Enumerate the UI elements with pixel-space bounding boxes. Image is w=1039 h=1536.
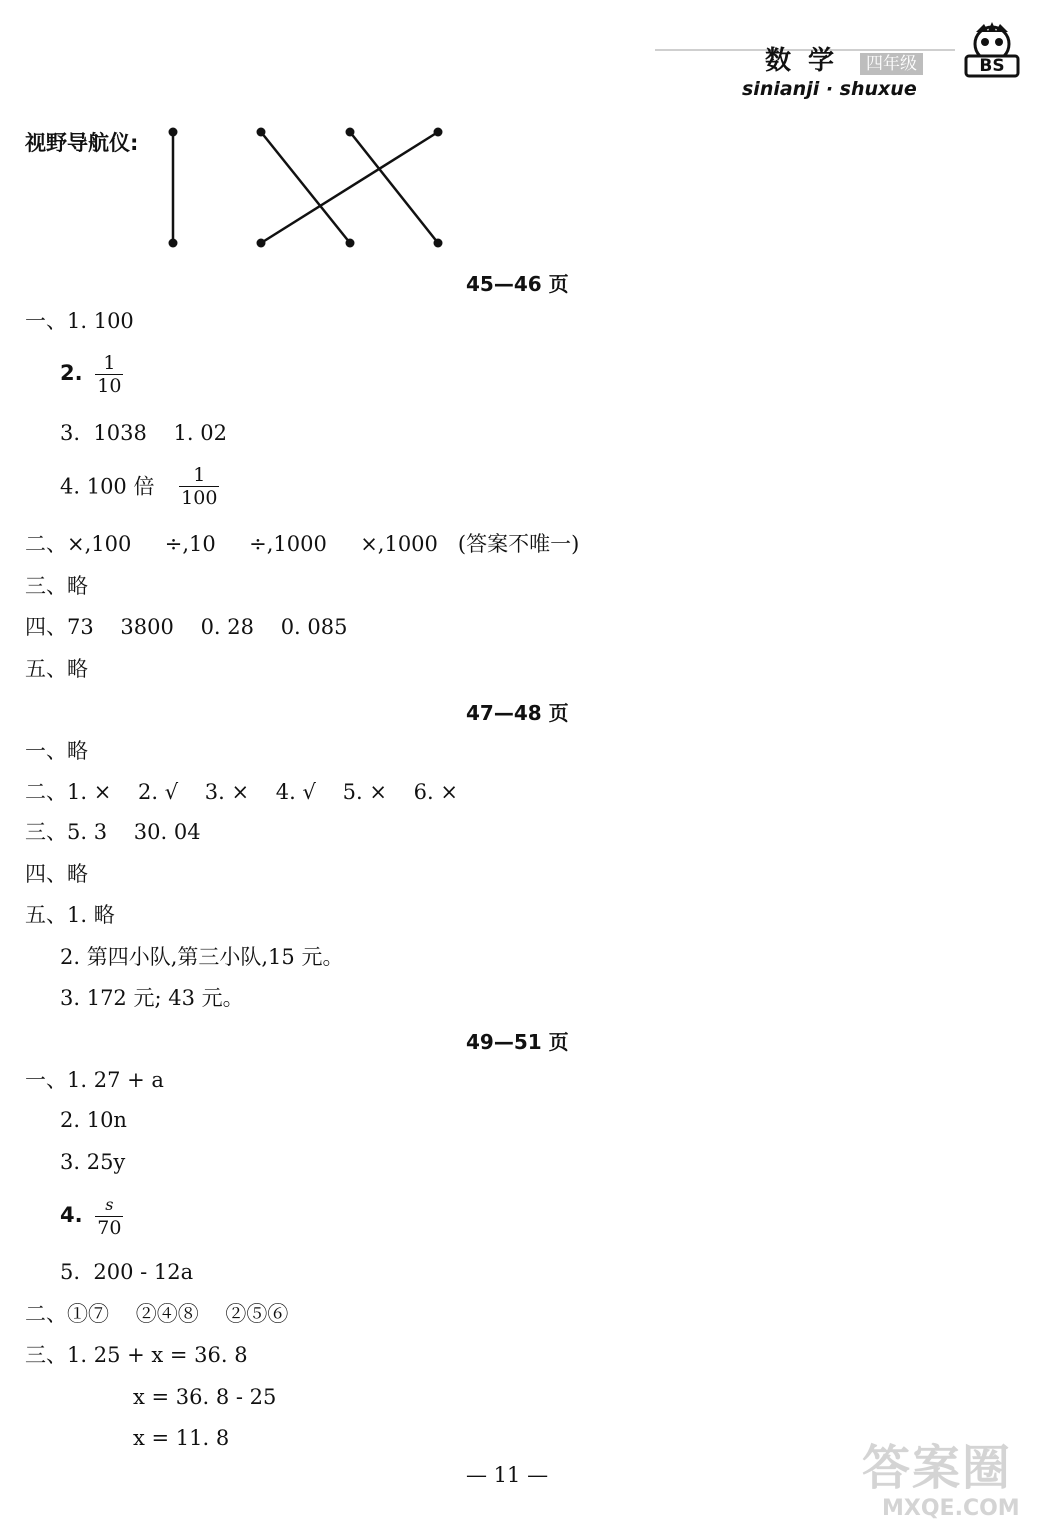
- s3-q2: 二、①⑦ ②④⑧ ②⑤⑥: [25, 1302, 289, 1326]
- section-title-47-48: 47—48 页: [466, 701, 569, 725]
- s1-q1-4: [60, 464, 219, 509]
- s3-q1-5: 5. 200 - 12a: [60, 1260, 194, 1284]
- bs-logo-text: BS: [979, 56, 1005, 76]
- s3-q1-4: [60, 1194, 123, 1239]
- s1-q4: 四、73 3800 0. 28 0. 085: [25, 615, 348, 639]
- header-grade: 四年级: [860, 53, 923, 75]
- s1-q1-2-label: 2.: [60, 361, 83, 385]
- fraction-1-10: $\frac{1}{10}$: [97, 352, 122, 397]
- s2-q2: 二、1. × 2. √ 3. × 4. √ 5. × 6. ×: [25, 780, 458, 804]
- s3-q1-2: 2. 10n: [60, 1108, 127, 1132]
- s3-q3-3: x = 11. 8: [133, 1426, 230, 1450]
- fraction-s-70: $\frac{s}{70}$: [97, 1195, 122, 1239]
- s2-q3: 三、5. 3 30. 04: [25, 820, 201, 844]
- section-title-45-46: 45—46 页: [466, 272, 569, 296]
- s3-q1-4-label: 4.: [60, 1203, 83, 1227]
- s2-q5-3: 3. 172 元; 43 元。: [60, 986, 244, 1010]
- s2-q5-2: 2. 第四小队,第三小队,15 元。: [60, 945, 344, 969]
- matching-diagram: [0, 0, 1039, 260]
- s1-q3: 三、略: [25, 574, 88, 598]
- s2-q1: 一、略: [25, 739, 88, 763]
- s2-q5-1: 五、1. 略: [25, 903, 115, 927]
- watermark-line1: 答案圈: [862, 1440, 1013, 1496]
- s1-q1-1: 一、1. 100: [25, 309, 134, 333]
- s1-q5: 五、略: [25, 657, 88, 681]
- page-number: — 11 —: [466, 1463, 549, 1487]
- section-title-49-51: 49—51 页: [466, 1030, 569, 1054]
- s1-q1-3: 3. 1038 1. 02: [60, 421, 227, 445]
- fraction-1-100: $\frac{1}{100}$: [181, 464, 218, 509]
- watermark: [862, 1440, 1037, 1532]
- s3-q1-1: 一、1. 27 + a: [25, 1068, 164, 1092]
- intro-label: 视野导航仪:: [25, 131, 139, 155]
- s2-q4: 四、略: [25, 862, 88, 886]
- s3-q1-3: 3. 25y: [60, 1150, 126, 1174]
- watermark-line2: MXQE.COM: [882, 1496, 1020, 1521]
- s1-q1-2: [60, 352, 123, 397]
- s3-q3-1: 三、1. 25 + x = 36. 8: [25, 1343, 248, 1367]
- s3-q3-2: x = 36. 8 - 25: [133, 1385, 277, 1409]
- header-subject: 数 学: [765, 46, 839, 76]
- header-pinyin: sinianji · shuxue: [742, 78, 917, 100]
- s1-q1-4-label: 4. 100 倍: [60, 474, 155, 499]
- s1-q2: 二、×,100 ÷,10 ÷,1000 ×,1000 (答案不唯一): [25, 532, 580, 556]
